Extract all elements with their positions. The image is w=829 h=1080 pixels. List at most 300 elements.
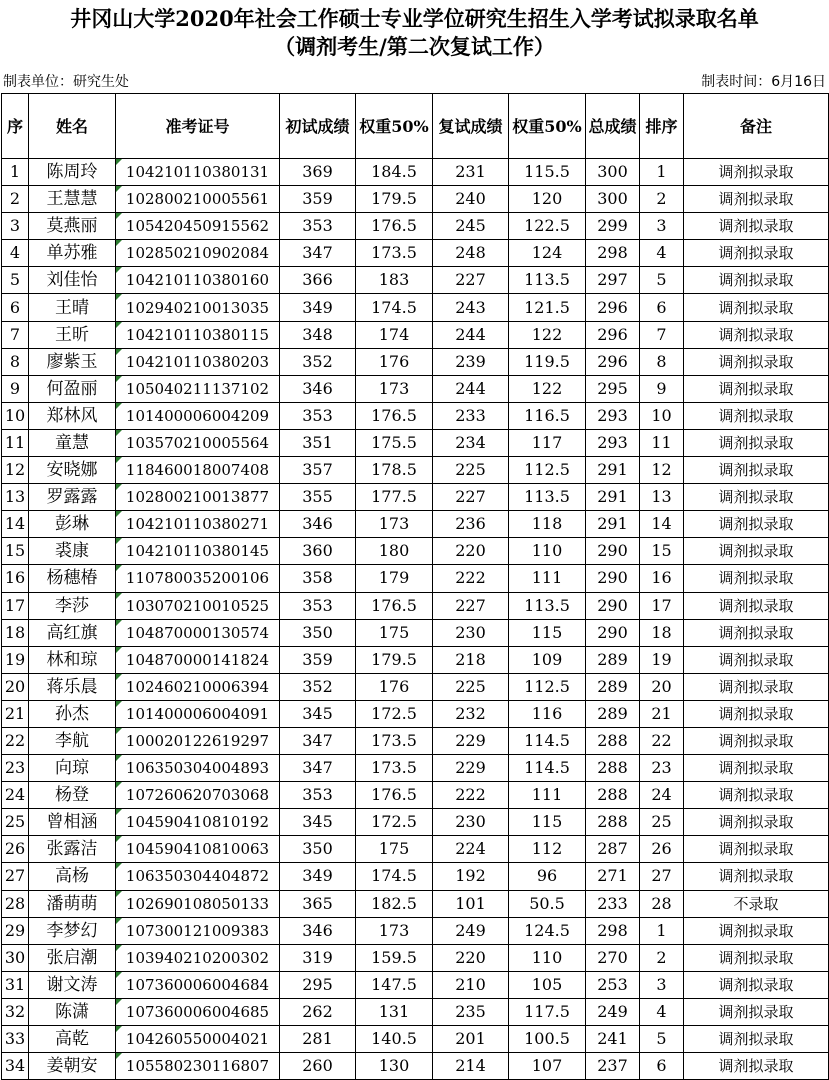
cell-weight-retest: 115.5 [509, 159, 586, 186]
cell-weight-retest: 122.5 [509, 213, 586, 240]
cell-weight-retest: 111 [509, 565, 586, 592]
cell-weight-initial: 173 [356, 375, 433, 402]
cell-retest-score: 248 [433, 240, 509, 267]
cell-total: 288 [586, 782, 640, 809]
cell-seq: 5 [2, 267, 29, 294]
cell-total: 288 [586, 755, 640, 782]
cell-name: 裘康 [29, 538, 116, 565]
cell-total: 291 [586, 484, 640, 511]
cell-name: 谢文涛 [29, 971, 116, 998]
cell-weight-retest: 117.5 [509, 998, 586, 1025]
cell-ticket: 104870000130574 [116, 619, 280, 646]
cell-note: 调剂拟录取 [684, 186, 829, 213]
cell-note: 调剂拟录取 [684, 1026, 829, 1053]
header-ticket: 准考证号 [116, 94, 280, 159]
cell-retest-score: 244 [433, 321, 509, 348]
table-row [2, 321, 829, 348]
cell-note: 调剂拟录取 [684, 321, 829, 348]
cell-note: 调剂拟录取 [684, 159, 829, 186]
cell-seq: 29 [2, 917, 29, 944]
cell-ticket: 104260550004021 [116, 1026, 280, 1053]
cell-rank: 27 [640, 863, 684, 890]
cell-weight-initial: 176 [356, 348, 433, 375]
cell-name: 李梦幻 [29, 917, 116, 944]
cell-rank: 6 [640, 1053, 684, 1080]
cell-total: 289 [586, 646, 640, 673]
cell-retest-score: 230 [433, 619, 509, 646]
cell-initial-score: 369 [280, 159, 356, 186]
header-total: 总成绩 [586, 94, 640, 159]
cell-retest-score: 244 [433, 375, 509, 402]
cell-retest-score: 220 [433, 538, 509, 565]
cell-ticket: 107360006004684 [116, 971, 280, 998]
cell-seq: 28 [2, 890, 29, 917]
cell-weight-initial: 172.5 [356, 700, 433, 727]
cell-retest-score: 201 [433, 1026, 509, 1053]
cell-rank: 9 [640, 375, 684, 402]
cell-initial-score: 357 [280, 457, 356, 484]
cell-retest-score: 210 [433, 971, 509, 998]
cell-initial-score: 281 [280, 1026, 356, 1053]
cell-rank: 6 [640, 294, 684, 321]
cell-initial-score: 347 [280, 240, 356, 267]
cell-note: 不录取 [684, 890, 829, 917]
cell-ticket: 104210110380115 [116, 321, 280, 348]
cell-name: 李航 [29, 727, 116, 754]
cell-total: 296 [586, 348, 640, 375]
cell-rank: 7 [640, 321, 684, 348]
cell-name: 林和琼 [29, 646, 116, 673]
cell-rank: 15 [640, 538, 684, 565]
cell-initial-score: 353 [280, 402, 356, 429]
cell-initial-score: 346 [280, 375, 356, 402]
cell-note: 调剂拟录取 [684, 646, 829, 673]
cell-weight-initial: 176.5 [356, 782, 433, 809]
cell-weight-retest: 105 [509, 971, 586, 998]
cell-rank: 2 [640, 186, 684, 213]
cell-seq: 13 [2, 484, 29, 511]
cell-seq: 20 [2, 673, 29, 700]
cell-retest-score: 227 [433, 592, 509, 619]
cell-rank: 3 [640, 213, 684, 240]
cell-total: 249 [586, 998, 640, 1025]
cell-name: 陈周玲 [29, 159, 116, 186]
cell-initial-score: 351 [280, 429, 356, 456]
cell-name: 刘佳怡 [29, 267, 116, 294]
cell-retest-score: 235 [433, 998, 509, 1025]
table-row [2, 836, 829, 863]
cell-retest-score: 227 [433, 267, 509, 294]
cell-seq: 22 [2, 727, 29, 754]
cell-seq: 3 [2, 213, 29, 240]
cell-initial-score: 349 [280, 863, 356, 890]
cell-retest-score: 233 [433, 402, 509, 429]
cell-weight-retest: 110 [509, 944, 586, 971]
cell-note: 调剂拟录取 [684, 213, 829, 240]
cell-seq: 10 [2, 402, 29, 429]
table-row [2, 863, 829, 890]
table-row [2, 673, 829, 700]
cell-initial-score: 350 [280, 619, 356, 646]
cell-rank: 10 [640, 402, 684, 429]
cell-note: 调剂拟录取 [684, 511, 829, 538]
cell-name: 曾相涵 [29, 809, 116, 836]
table-row [2, 186, 829, 213]
cell-weight-retest: 114.5 [509, 727, 586, 754]
table-row [2, 727, 829, 754]
cell-seq: 6 [2, 294, 29, 321]
cell-retest-score: 245 [433, 213, 509, 240]
cell-name: 高杨 [29, 863, 116, 890]
cell-name: 张露洁 [29, 836, 116, 863]
cell-seq: 16 [2, 565, 29, 592]
table-row [2, 755, 829, 782]
cell-note: 调剂拟录取 [684, 755, 829, 782]
table-row [2, 375, 829, 402]
cell-initial-score: 347 [280, 727, 356, 754]
cell-rank: 12 [640, 457, 684, 484]
cell-seq: 4 [2, 240, 29, 267]
table-row [2, 944, 829, 971]
cell-name: 单苏雅 [29, 240, 116, 267]
cell-weight-retest: 119.5 [509, 348, 586, 375]
cell-name: 何盈丽 [29, 375, 116, 402]
admission-table [1, 93, 829, 1080]
cell-rank: 13 [640, 484, 684, 511]
cell-weight-retest: 120 [509, 186, 586, 213]
cell-total: 293 [586, 429, 640, 456]
cell-name: 廖紫玉 [29, 348, 116, 375]
table-row [2, 348, 829, 375]
cell-total: 233 [586, 890, 640, 917]
cell-weight-initial: 159.5 [356, 944, 433, 971]
cell-initial-score: 348 [280, 321, 356, 348]
table-row [2, 782, 829, 809]
cell-weight-initial: 176.5 [356, 402, 433, 429]
cell-weight-initial: 173.5 [356, 240, 433, 267]
cell-name: 姜朝安 [29, 1053, 116, 1080]
cell-rank: 4 [640, 998, 684, 1025]
cell-seq: 19 [2, 646, 29, 673]
cell-rank: 24 [640, 782, 684, 809]
cell-name: 童慧 [29, 429, 116, 456]
cell-total: 289 [586, 700, 640, 727]
cell-rank: 5 [640, 267, 684, 294]
issuing-unit: 制表单位：研究生处 [3, 74, 129, 90]
cell-seq: 34 [2, 1053, 29, 1080]
cell-initial-score: 345 [280, 809, 356, 836]
cell-total: 298 [586, 917, 640, 944]
cell-weight-retest: 124.5 [509, 917, 586, 944]
cell-seq: 11 [2, 429, 29, 456]
cell-ticket: 101400006004209 [116, 402, 280, 429]
cell-seq: 21 [2, 700, 29, 727]
cell-seq: 15 [2, 538, 29, 565]
header-row [2, 94, 829, 159]
cell-total: 290 [586, 538, 640, 565]
header-seq: 序 [2, 94, 29, 159]
cell-note: 调剂拟录取 [684, 348, 829, 375]
header-note: 备注 [684, 94, 829, 159]
cell-weight-initial: 173 [356, 511, 433, 538]
cell-rank: 22 [640, 727, 684, 754]
cell-retest-score: 222 [433, 565, 509, 592]
cell-total: 290 [586, 592, 640, 619]
table-row [2, 998, 829, 1025]
cell-initial-score: 353 [280, 592, 356, 619]
cell-weight-retest: 110 [509, 538, 586, 565]
cell-total: 288 [586, 809, 640, 836]
cell-total: 293 [586, 402, 640, 429]
cell-rank: 16 [640, 565, 684, 592]
cell-note: 调剂拟录取 [684, 294, 829, 321]
cell-name: 高红旗 [29, 619, 116, 646]
cell-ticket: 104210110380131 [116, 159, 280, 186]
table-row [2, 565, 829, 592]
cell-weight-retest: 112.5 [509, 457, 586, 484]
table-row [2, 700, 829, 727]
cell-seq: 31 [2, 971, 29, 998]
cell-note: 调剂拟录取 [684, 538, 829, 565]
cell-total: 297 [586, 267, 640, 294]
cell-note: 调剂拟录取 [684, 782, 829, 809]
cell-seq: 17 [2, 592, 29, 619]
cell-weight-initial: 147.5 [356, 971, 433, 998]
cell-note: 调剂拟录取 [684, 619, 829, 646]
cell-weight-retest: 100.5 [509, 1026, 586, 1053]
cell-note: 调剂拟录取 [684, 700, 829, 727]
cell-seq: 33 [2, 1026, 29, 1053]
cell-weight-retest: 96 [509, 863, 586, 890]
cell-rank: 18 [640, 619, 684, 646]
cell-retest-score: 227 [433, 484, 509, 511]
cell-weight-retest: 113.5 [509, 267, 586, 294]
cell-initial-score: 359 [280, 186, 356, 213]
cell-total: 291 [586, 457, 640, 484]
cell-ticket: 105580230116807 [116, 1053, 280, 1080]
cell-weight-initial: 176 [356, 673, 433, 700]
cell-initial-score: 366 [280, 267, 356, 294]
table-row [2, 484, 829, 511]
table-row [2, 890, 829, 917]
cell-total: 288 [586, 727, 640, 754]
cell-initial-score: 349 [280, 294, 356, 321]
cell-name: 王昕 [29, 321, 116, 348]
cell-ticket: 106350304404872 [116, 863, 280, 890]
cell-weight-initial: 173.5 [356, 755, 433, 782]
table-row [2, 429, 829, 456]
cell-initial-score: 365 [280, 890, 356, 917]
cell-initial-score: 347 [280, 755, 356, 782]
cell-initial-score: 352 [280, 348, 356, 375]
cell-ticket: 104210110380271 [116, 511, 280, 538]
cell-ticket: 102690108050133 [116, 890, 280, 917]
cell-name: 潘萌萌 [29, 890, 116, 917]
table-row [2, 619, 829, 646]
cell-rank: 8 [640, 348, 684, 375]
cell-rank: 2 [640, 944, 684, 971]
table-row [2, 646, 829, 673]
cell-retest-score: 229 [433, 755, 509, 782]
cell-ticket: 118460018007408 [116, 457, 280, 484]
cell-initial-score: 319 [280, 944, 356, 971]
cell-weight-initial: 173.5 [356, 727, 433, 754]
cell-initial-score: 260 [280, 1053, 356, 1080]
cell-rank: 19 [640, 646, 684, 673]
cell-retest-score: 231 [433, 159, 509, 186]
cell-name: 孙杰 [29, 700, 116, 727]
cell-weight-initial: 175 [356, 619, 433, 646]
cell-weight-initial: 175 [356, 836, 433, 863]
issue-date: 制表时间：6月16日 [701, 74, 826, 90]
cell-weight-initial: 176.5 [356, 592, 433, 619]
cell-seq: 32 [2, 998, 29, 1025]
cell-ticket: 104590410810192 [116, 809, 280, 836]
page-subtitle: （调剂考生/第二次复试工作） [274, 34, 555, 59]
cell-ticket: 103940210200302 [116, 944, 280, 971]
cell-name: 李莎 [29, 592, 116, 619]
cell-note: 调剂拟录取 [684, 727, 829, 754]
cell-weight-initial: 140.5 [356, 1026, 433, 1053]
cell-weight-retest: 122 [509, 375, 586, 402]
cell-retest-score: 101 [433, 890, 509, 917]
cell-ticket: 104210110380160 [116, 267, 280, 294]
cell-weight-initial: 177.5 [356, 484, 433, 511]
cell-retest-score: 225 [433, 457, 509, 484]
cell-rank: 25 [640, 809, 684, 836]
cell-name: 高乾 [29, 1026, 116, 1053]
cell-weight-initial: 172.5 [356, 809, 433, 836]
cell-initial-score: 359 [280, 646, 356, 673]
cell-seq: 8 [2, 348, 29, 375]
cell-retest-score: 243 [433, 294, 509, 321]
cell-initial-score: 352 [280, 673, 356, 700]
cell-retest-score: 230 [433, 809, 509, 836]
cell-ticket: 107360006004685 [116, 998, 280, 1025]
cell-name: 蒋乐晨 [29, 673, 116, 700]
cell-rank: 4 [640, 240, 684, 267]
header-initial-score: 初试成绩 [280, 94, 356, 159]
cell-seq: 26 [2, 836, 29, 863]
cell-ticket: 106350304004893 [116, 755, 280, 782]
cell-retest-score: 214 [433, 1053, 509, 1080]
cell-name: 张启潮 [29, 944, 116, 971]
cell-name: 陈潇 [29, 998, 116, 1025]
cell-weight-retest: 113.5 [509, 592, 586, 619]
cell-ticket: 105040211137102 [116, 375, 280, 402]
cell-ticket: 105420450915562 [116, 213, 280, 240]
header-weight-retest: 权重50% [509, 94, 586, 159]
cell-seq: 9 [2, 375, 29, 402]
cell-weight-initial: 174.5 [356, 294, 433, 321]
cell-note: 调剂拟录取 [684, 836, 829, 863]
cell-note: 调剂拟录取 [684, 267, 829, 294]
cell-seq: 14 [2, 511, 29, 538]
cell-weight-initial: 175.5 [356, 429, 433, 456]
cell-note: 调剂拟录取 [684, 809, 829, 836]
cell-retest-score: 240 [433, 186, 509, 213]
cell-note: 调剂拟录取 [684, 375, 829, 402]
table-row [2, 402, 829, 429]
cell-initial-score: 262 [280, 998, 356, 1025]
cell-seq: 18 [2, 619, 29, 646]
cell-weight-initial: 183 [356, 267, 433, 294]
cell-note: 调剂拟录取 [684, 998, 829, 1025]
cell-weight-retest: 50.5 [509, 890, 586, 917]
table-row [2, 213, 829, 240]
cell-weight-retest: 107 [509, 1053, 586, 1080]
cell-ticket: 102940210013035 [116, 294, 280, 321]
cell-ticket: 101400006004091 [116, 700, 280, 727]
cell-weight-initial: 176.5 [356, 213, 433, 240]
cell-total: 295 [586, 375, 640, 402]
cell-total: 299 [586, 213, 640, 240]
cell-total: 270 [586, 944, 640, 971]
cell-rank: 14 [640, 511, 684, 538]
cell-weight-retest: 115 [509, 619, 586, 646]
cell-weight-retest: 109 [509, 646, 586, 673]
cell-weight-retest: 115 [509, 809, 586, 836]
cell-weight-retest: 117 [509, 429, 586, 456]
cell-retest-score: 239 [433, 348, 509, 375]
cell-weight-initial: 174 [356, 321, 433, 348]
cell-weight-initial: 130 [356, 1053, 433, 1080]
cell-note: 调剂拟录取 [684, 592, 829, 619]
cell-note: 调剂拟录取 [684, 863, 829, 890]
cell-rank: 21 [640, 700, 684, 727]
cell-note: 调剂拟录取 [684, 917, 829, 944]
table-row [2, 809, 829, 836]
cell-ticket: 110780035200106 [116, 565, 280, 592]
cell-total: 300 [586, 159, 640, 186]
cell-ticket: 102850210902084 [116, 240, 280, 267]
cell-rank: 23 [640, 755, 684, 782]
cell-weight-retest: 116 [509, 700, 586, 727]
cell-ticket: 100020122619297 [116, 727, 280, 754]
cell-rank: 28 [640, 890, 684, 917]
cell-weight-initial: 174.5 [356, 863, 433, 890]
cell-initial-score: 358 [280, 565, 356, 592]
cell-initial-score: 350 [280, 836, 356, 863]
cell-ticket: 104590410810063 [116, 836, 280, 863]
cell-weight-initial: 179.5 [356, 186, 433, 213]
cell-seq: 7 [2, 321, 29, 348]
cell-ticket: 102800210005561 [116, 186, 280, 213]
cell-weight-retest: 122 [509, 321, 586, 348]
cell-initial-score: 353 [280, 782, 356, 809]
cell-retest-score: 192 [433, 863, 509, 890]
cell-initial-score: 346 [280, 511, 356, 538]
cell-weight-retest: 112 [509, 836, 586, 863]
cell-ticket: 107300121009383 [116, 917, 280, 944]
cell-ticket: 103070210010525 [116, 592, 280, 619]
cell-note: 调剂拟录取 [684, 673, 829, 700]
header-rank: 排序 [640, 94, 684, 159]
cell-rank: 20 [640, 673, 684, 700]
table-row [2, 1026, 829, 1053]
cell-name: 彭琳 [29, 511, 116, 538]
table-row [2, 294, 829, 321]
cell-initial-score: 346 [280, 917, 356, 944]
header-weight-initial: 权重50% [356, 94, 433, 159]
cell-initial-score: 360 [280, 538, 356, 565]
cell-name: 王晴 [29, 294, 116, 321]
table-row [2, 511, 829, 538]
cell-name: 安晓娜 [29, 457, 116, 484]
table-row [2, 917, 829, 944]
cell-initial-score: 295 [280, 971, 356, 998]
cell-weight-retest: 112.5 [509, 673, 586, 700]
